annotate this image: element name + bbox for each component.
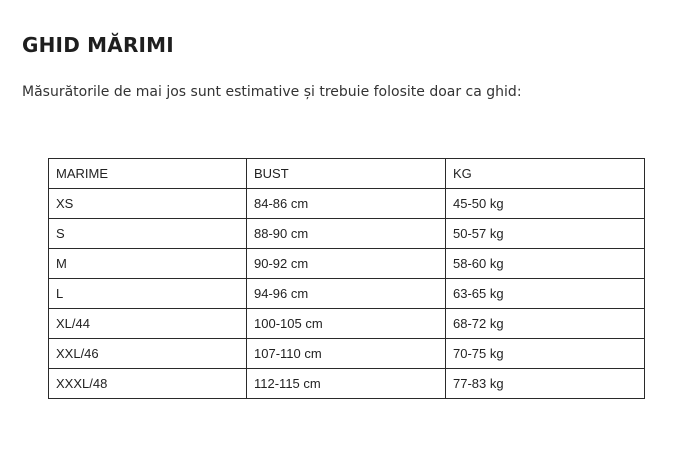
size-chart-table [48,158,645,399]
page-title: GHID MĂRIMI [22,33,174,57]
cell-kg: 77-83 kg [446,369,645,399]
cell-bust: 112-115 cm [247,369,446,399]
table-row [49,339,645,369]
cell-bust: 90-92 cm [247,249,446,279]
cell-kg: 50-57 kg [446,219,645,249]
cell-kg: 58-60 kg [446,249,645,279]
header-cell-kg: KG [446,159,645,189]
cell-size: XL/44 [49,309,247,339]
cell-size: XXXL/48 [49,369,247,399]
cell-bust: 88-90 cm [247,219,446,249]
cell-bust: 100-105 cm [247,309,446,339]
cell-size: M [49,249,247,279]
cell-size: XXL/46 [49,339,247,369]
table-row [49,369,645,399]
header-cell-bust: BUST [247,159,446,189]
cell-kg: 68-72 kg [446,309,645,339]
header-cell-size: MARIME [49,159,247,189]
cell-size: XS [49,189,247,219]
table-header-row [49,159,645,189]
cell-size: S [49,219,247,249]
table-row [49,249,645,279]
table-row [49,309,645,339]
table-row [49,189,645,219]
cell-size: L [49,279,247,309]
page-subtitle: Măsurătorile de mai jos sunt estimative și trebuie folosite doar ca ghid: [22,84,522,100]
cell-kg: 45-50 kg [446,189,645,219]
cell-bust: 107-110 cm [247,339,446,369]
cell-kg: 63-65 kg [446,279,645,309]
table-row [49,219,645,249]
cell-bust: 84-86 cm [247,189,446,219]
cell-kg: 70-75 kg [446,339,645,369]
table-row [49,279,645,309]
cell-bust: 94-96 cm [247,279,446,309]
